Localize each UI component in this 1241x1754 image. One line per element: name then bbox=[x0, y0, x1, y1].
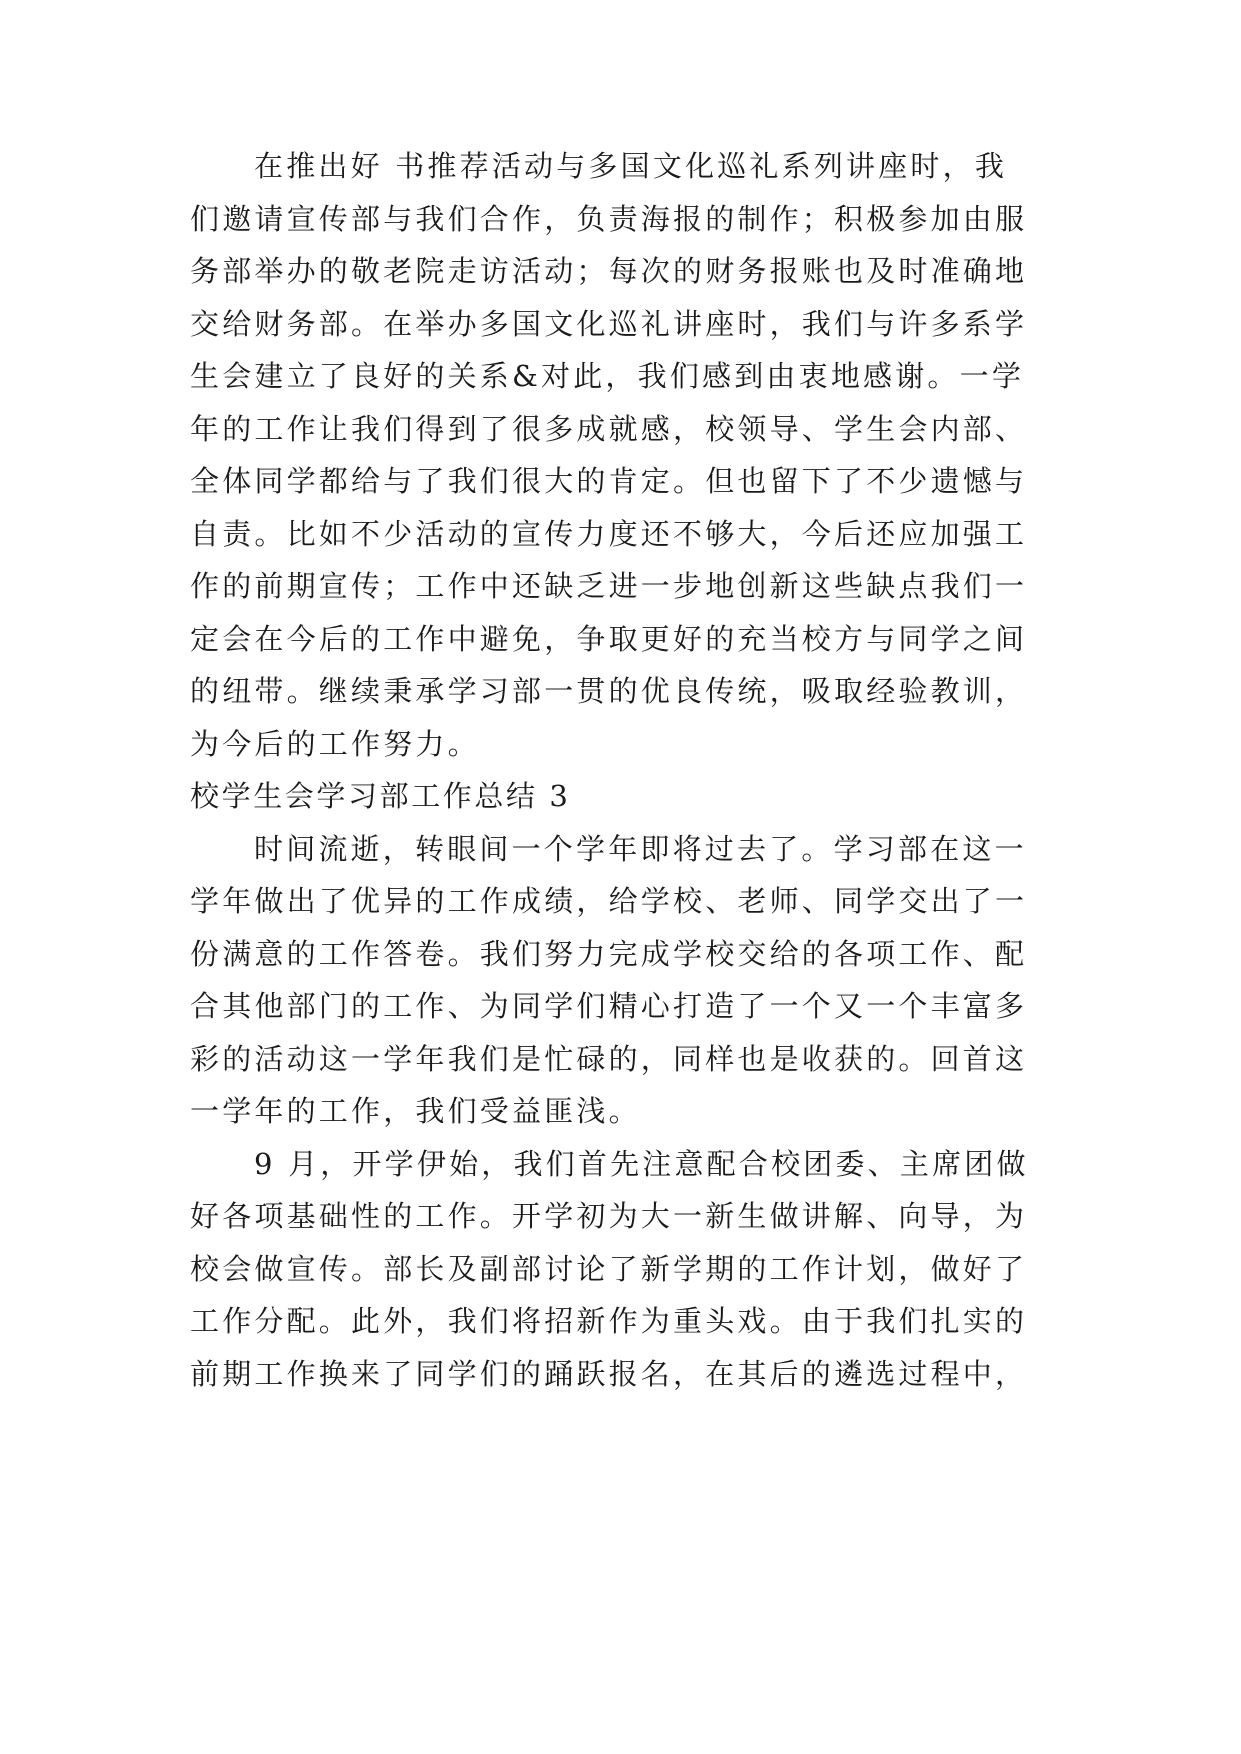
paragraph-line: 为今后的工作努力。 bbox=[190, 726, 480, 761]
paragraph-line: 时间流逝，转眼间一个学年即将过去了。学习部在这一 bbox=[254, 831, 1027, 866]
paragraph-line: 交给财务部。在举办多国文化巡礼讲座时，我们与许多系学 bbox=[190, 306, 1028, 341]
paragraph-line: 9 月，开学伊始，我们首先注意配合校团委、主席团做 bbox=[254, 1146, 1029, 1181]
paragraph bbox=[190, 140, 1070, 770]
document-body bbox=[190, 140, 1070, 1400]
paragraph-line: 定会在今后的工作中避免，争取更好的充当校方与同学之间 bbox=[190, 621, 1028, 656]
paragraph-line: 们邀请宣传部与我们合作，负责海报的制作；积极参加由服 bbox=[190, 201, 1028, 236]
paragraph-line: 前期工作换来了同学们的踊跃报名，在其后的遴选过程中， bbox=[190, 1356, 1028, 1391]
paragraph-line: 生会建立了良好的关系&对此，我们感到由衷地感谢。一学 bbox=[190, 359, 1025, 393]
paragraph-line: 份满意的工作答卷。我们努力完成学校交给的各项工作、配 bbox=[190, 936, 1028, 971]
paragraph-line: 自责。比如不少活动的宣传力度还不够大，今后还应加强工 bbox=[190, 516, 1028, 551]
paragraph-line: 彩的活动这一学年我们是忙碌的，同样也是收获的。回首这 bbox=[190, 1041, 1028, 1076]
paragraph-line: 一学年的工作，我们受益匪浅。 bbox=[190, 1094, 641, 1128]
paragraph-line: 务部举办的敬老院走访活动；每次的财务报账也及时准确地 bbox=[190, 254, 1028, 288]
paragraph-line: 学年做出了优异的工作成绩，给学校、老师、同学交出了一 bbox=[190, 884, 1028, 918]
section-heading: 校学生会学习部工作总结 3 bbox=[190, 779, 571, 813]
paragraph bbox=[190, 823, 1070, 1138]
paragraph-line: 的纽带。继续秉承学习部一贯的优良传统，吸取经验教训， bbox=[190, 674, 1028, 708]
paragraph-line: 好各项基础性的工作。开学初为大一新生做讲解、向导，为 bbox=[190, 1199, 1028, 1233]
paragraph-line: 全体同学都给与了我们很大的肯定。但也留下了不少遗憾与 bbox=[190, 464, 1028, 498]
paragraph-line: 工作分配。此外，我们将招新作为重头戏。由于我们扎实的 bbox=[190, 1304, 1028, 1338]
paragraph-line: 作的前期宣传；工作中还缺乏进一步地创新这些缺点我们一 bbox=[190, 569, 1028, 603]
paragraph-line: 年的工作让我们得到了很多成就感，校领导、学生会内部、 bbox=[190, 411, 1028, 446]
paragraph-line: 合其他部门的工作、为同学们精心打造了一个又一个丰富多 bbox=[190, 989, 1028, 1023]
paragraph bbox=[190, 1138, 1070, 1401]
paragraph-line: 在推出好 书推荐活动与多国文化巡礼系列讲座时，我 bbox=[254, 149, 1008, 183]
paragraph-line: 校会做宣传。部长及副部讨论了新学期的工作计划，做好了 bbox=[190, 1251, 1028, 1286]
